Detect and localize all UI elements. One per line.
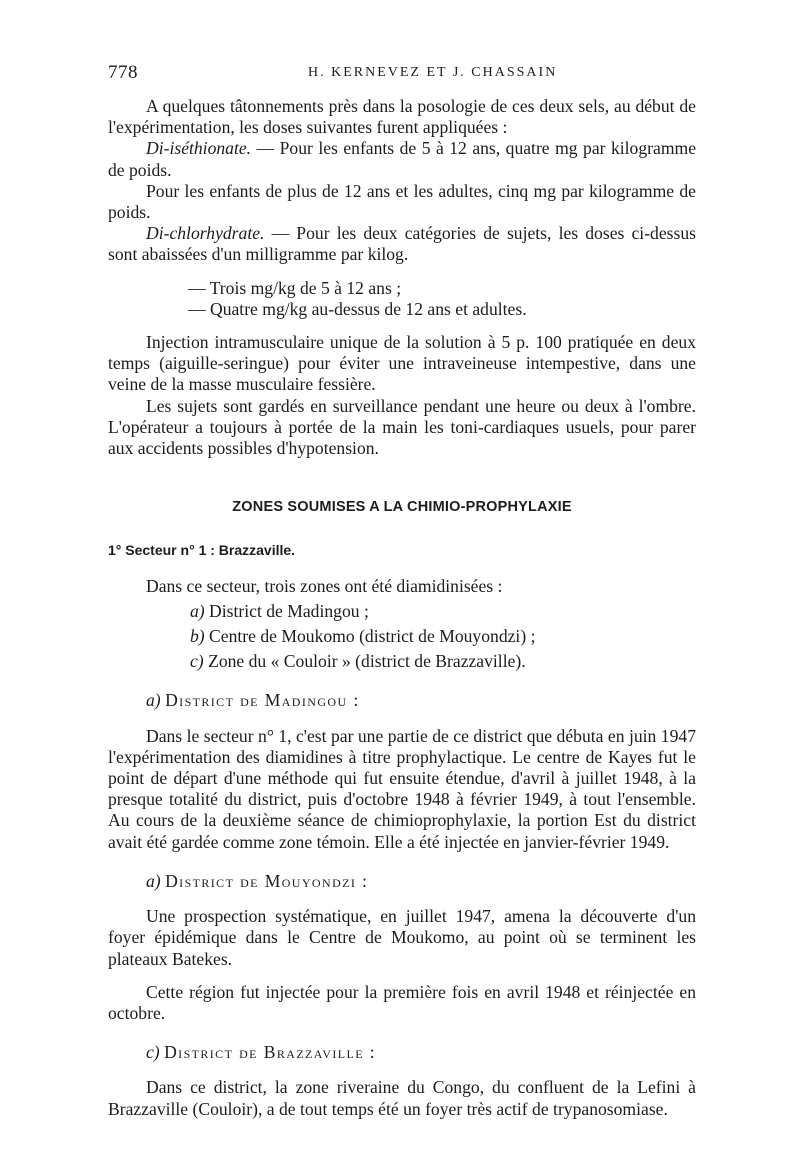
madingou-heading	[108, 690, 696, 711]
section-title: ZONES SOUMISES A LA CHIMIO-PROPHYLAXIE	[232, 499, 572, 516]
iseth-paragraph	[108, 138, 696, 180]
heading-letter: c)	[146, 1042, 160, 1063]
chlor-text: — Pour les deux catégories de sujets, les doses ci-dessus sont abaissées d'un milligramme par kilog.	[108, 223, 696, 265]
page-body	[108, 96, 696, 1120]
chlor-paragraph	[108, 223, 696, 265]
intro-paragraph: A quelques tâtonnements près dans la posologie de ces deux sels, au début de l'expérimentation, les doses suivantes furent appliquées :	[108, 96, 696, 138]
brazzaville-heading	[108, 1042, 696, 1063]
iseth-text: — Pour les enfants de 5 à 12 ans, quatre mg par kilogramme de poids.	[108, 138, 696, 180]
zone-letter: a)	[190, 600, 205, 621]
chlor-label: Di-chlorhydrate.	[146, 223, 265, 244]
zone-item-c	[108, 651, 696, 672]
zone-text: Zone du « Couloir » (district de Brazzaville).	[203, 651, 526, 672]
injection-paragraph: Injection intramusculaire unique de la solution à 5 p. 100 pratiquée en deux temps (aiguille-seringue) pour éviter une intraveineuse intempestive, dans une veine de la masse musculaire fessière.	[108, 332, 696, 395]
running-head: H. KERNEVEZ ET J. CHASSAIN	[308, 65, 558, 80]
zone-text: Centre de Moukomo (district de Mouyondzi) ;	[204, 626, 536, 647]
zone-letter: c)	[190, 651, 204, 672]
mouyondzi-paragraph-1: Une prospection systématique, en juillet 1947, amena la découverte d'un foyer épidémique dans le Centre de Moukomo, au point où se terminent les plateaux Batekes.	[108, 906, 696, 969]
heading-text: District de Mouyondzi :	[165, 870, 369, 891]
sector-title: 1° Secteur n° 1 : Brazzaville.	[108, 542, 296, 559]
zone-item-a	[108, 601, 696, 622]
sector-intro: Dans ce secteur, trois zones ont été diamidinisées :	[146, 575, 503, 596]
adults-paragraph: Pour les enfants de plus de 12 ans et les adultes, cinq mg par kilogramme de poids.	[108, 180, 696, 223]
mouyondzi-paragraph-2: Cette région fut injectée pour la première fois en avril 1948 et réinjectée en octobre.	[108, 981, 696, 1023]
heading-text: District de Madingou :	[165, 690, 360, 711]
heading-text: District de Brazzaville :	[164, 1042, 377, 1063]
heading-letter: a)	[146, 870, 161, 891]
zone-letter: b)	[190, 626, 205, 647]
dose-line-1: — Trois mg/kg de 5 à 12 ans ;	[188, 277, 402, 298]
mouyondzi-heading	[108, 871, 696, 892]
zone-text: District de Madingou ;	[204, 600, 369, 621]
page-header	[108, 62, 696, 86]
madingou-paragraph: Dans le secteur n° 1, c'est par une partie de ce district que débuta en juin 1947 l'expérimentation des diamidines à titre prophylactique. Le centre de Kayes fut le point de départ d'une méthode qui fut ensuite étendue, d'avril à juillet 1948, à la presque totalité du district, puis d'octobre 1948 à février 1949, à tout l'ensemble. Au cours de la deuxième séance de chimioprophylaxie, la portion Est du district avait été gardée comme zone témoin. Elle a été injectée en janvier-février 1949.	[108, 725, 696, 852]
brazzaville-paragraph: Dans ce district, la zone riveraine du Congo, du confluent de la Lefini à Brazzaville (Couloir), a de tout temps été un foyer très actif de trypanosomiase.	[108, 1077, 696, 1119]
subjects-paragraph: Les sujets sont gardés en surveillance pendant une heure ou deux à l'ombre. L'opérateur a toujours à portée de la main les toni-cardiaques usuels, pour parer aux accidents possibles d'hypotension.	[108, 395, 696, 459]
heading-letter: a)	[146, 690, 161, 711]
dose-line-2: — Quatre mg/kg au-dessus de 12 ans et adultes.	[188, 298, 527, 319]
zone-item-b	[108, 626, 696, 647]
iseth-label: Di-iséthionate.	[146, 138, 252, 159]
page-number: 778	[108, 62, 138, 83]
